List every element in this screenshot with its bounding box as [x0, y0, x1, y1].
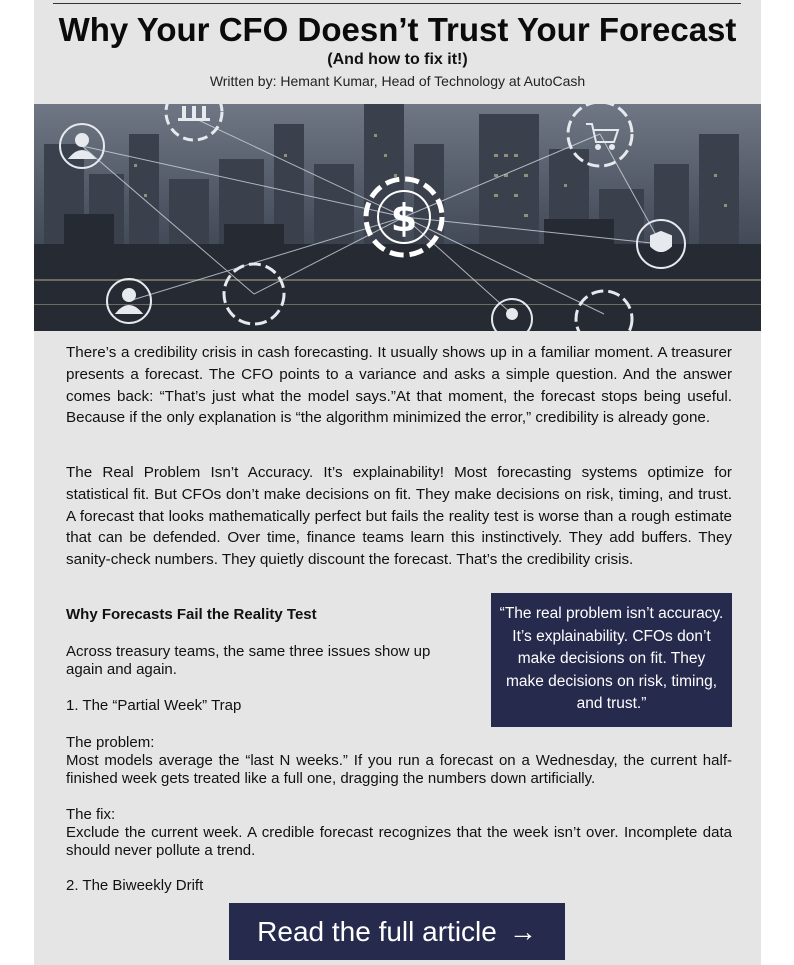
fix-label: The fix:: [66, 806, 116, 823]
fix-text: Exclude the current week. A credible forecast recognizes that the week isn’t over. Incomplete data should never pollute a trend.: [66, 824, 732, 859]
read-full-article-button[interactable]: [229, 903, 565, 960]
author-byline: Written by: Hemant Kumar, Head of Technology at AutoCash: [209, 73, 586, 89]
page-title: Why Your CFO Doesn’t Trust Your Forecast: [58, 11, 737, 48]
problem-text: Most models average the “last N weeks.” If you run a forecast on a Wednesday, the current half-finished week gets treated like a full one, dragging the numbers down artificially.: [66, 752, 732, 787]
cta-label: Read the full article: [257, 916, 497, 947]
top-divider: [53, 3, 741, 4]
problem-label: The problem:: [66, 734, 155, 751]
arrow-right-icon: →: [508, 916, 537, 947]
list-item-title: 1. The “Partial Week” Trap: [66, 697, 242, 714]
section-intro: Across treasury teams, the same three issues show up again and again.: [66, 643, 431, 678]
city-network-illustration: [34, 104, 761, 331]
svg-text:$: $: [390, 196, 418, 240]
page-subtitle: (And how to fix it!): [327, 51, 468, 68]
section-heading: Why Forecasts Fail the Reality Test: [66, 606, 317, 623]
pull-quote: “The real problem isn’t accuracy. It’s explainability. CFOs don’t make decisions on fit. They make decisions on risk, timing, and trust.”: [491, 593, 732, 727]
list-item-title: 2. The Biweekly Drift: [66, 877, 204, 894]
dollar-icon: [366, 179, 442, 255]
intro-paragraph: There’s a credibility crisis in cash forecasting. It usually shows up in a familiar moment. A treasurer presents a forecast. The CFO points to a variance and asks a simple question. And the answer comes back: “That’s just what the model says.”At that moment, the forecast stops being useful. Because if the only explanation is “the algorithm minimized the error,” credibility is already gone.: [66, 344, 732, 427]
hero-image: [34, 104, 761, 331]
accuracy-paragraph: The Real Problem Isn’t Accuracy. It’s explainability! Most forecasting systems optimize for statistical fit. But CFOs don’t make decisions on fit. They make decisions on risk, timing, and trust. A forecast that looks mathematically perfect but fails the reality test is worse than a rough estimate that can be defended. Over time, finance teams learn this instinctively. They add buffers. They sanity-check numbers. They quietly discount the forecast. That’s the credibility crisis.: [66, 464, 732, 569]
